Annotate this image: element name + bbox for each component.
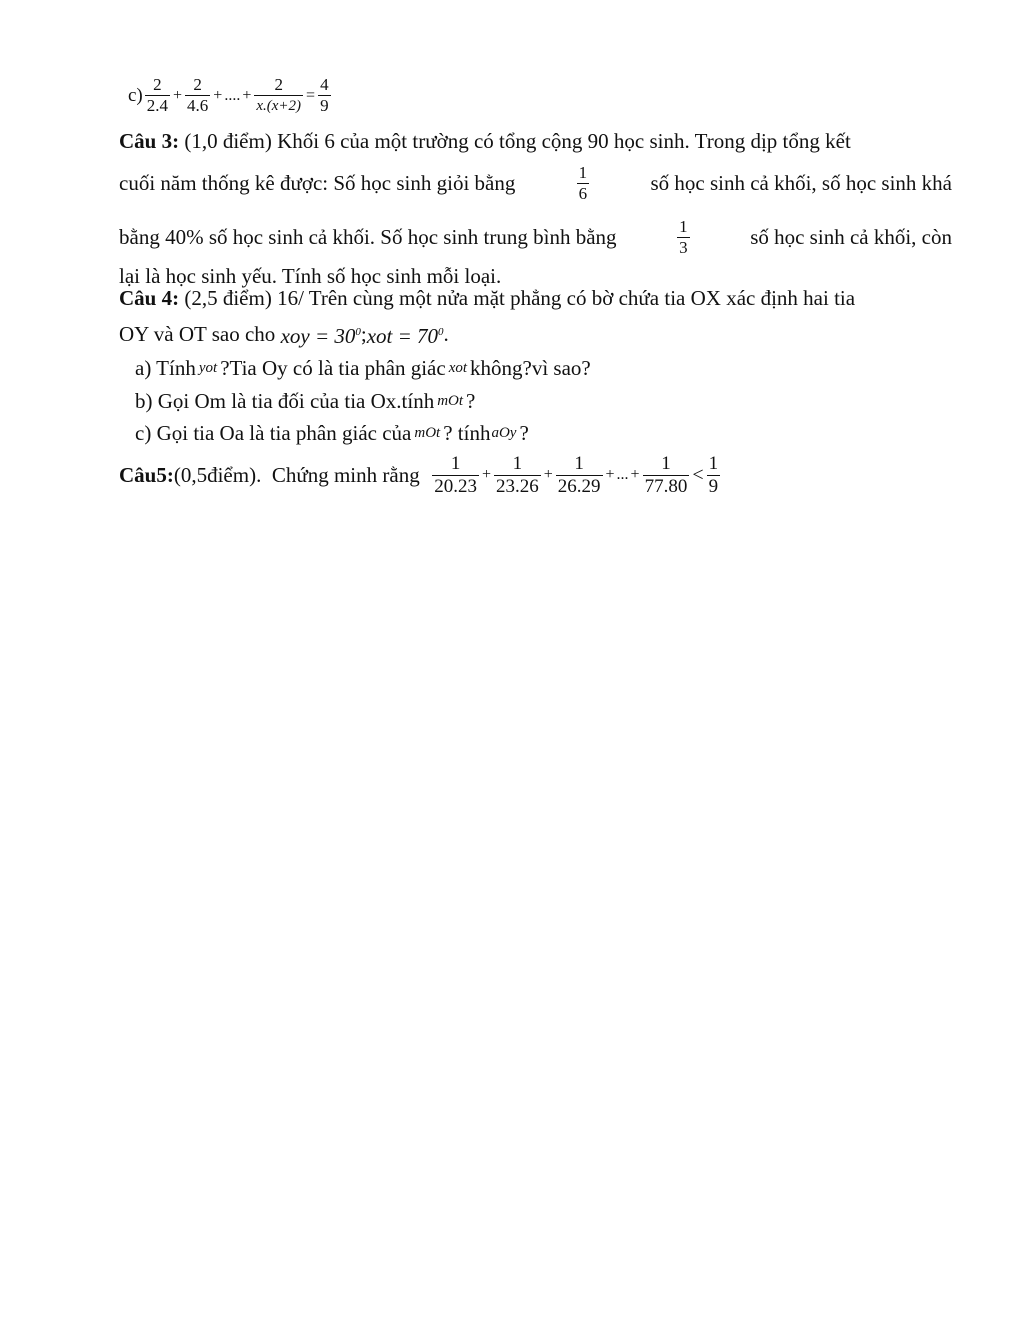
question-3 [119, 126, 952, 292]
plus-sign: + [242, 86, 252, 104]
math-xot: xot = $70^0$ [366, 324, 444, 348]
math-aoy: aOy [491, 425, 517, 441]
ellipsis: ... [616, 466, 629, 483]
q3-line-1: Câu 3: (1,0 điểm) Khối 6 của một trường có tổng cộng 90 học sinh. Trong dịp tổng kết [119, 129, 851, 153]
q3-line-3: bằng 40% số học sinh cả khối. Số học sinh trung bình bằng $\frac{1}{3}$ số học sinh cả khối, còn [119, 216, 952, 257]
plus-sign: + [213, 86, 223, 104]
part-c-label: c) [128, 84, 143, 106]
less-than-sign: < [692, 464, 704, 486]
q3-line-4: lại là học sinh yếu. Tính số học sinh mỗi loại. [119, 264, 502, 288]
fraction: $\frac{2}{4.6}$ [187, 75, 209, 115]
fraction: $\frac{2}{2.4}$ [146, 75, 169, 115]
fraction: $\frac{1}{77.80}$ [644, 452, 688, 497]
math-mot: mOt [437, 393, 464, 409]
q4-line-2: OY và OT sao cho xoy = $30^0$ ; xot = $70^0$ . [119, 315, 952, 353]
ellipsis: .... [224, 86, 241, 104]
fraction: $\frac{1}{9}$ [708, 452, 719, 497]
equals-sign: = [306, 86, 316, 104]
fraction: $\frac{1}{26.29}$ [557, 452, 601, 497]
plus-sign: + [605, 466, 615, 483]
q4-line-1: Câu 4: (2,5 điểm) 16/ Trên cùng một nửa mặt phẳng có bờ chứa tia OX xác định hai tia [119, 286, 856, 310]
math-mot: mOt [414, 425, 441, 441]
plus-sign: + [543, 466, 553, 483]
math-xot: xot [448, 360, 468, 376]
fraction: $\frac{1}{6}$ [578, 162, 588, 203]
q4-part-a: a) Tính yot ?Tia Oy có là tia phân giác xot không?vì sao? [135, 356, 591, 380]
question-5: Câu5: (0,5điểm). Chứng minh rằng $\frac{1}{20.23}$ + $\frac{1}{23.26}$ + $\frac{1}{26.29}$ + ... + $\frac{1}{77.80}$ < $\frac{1}{9}$ [119, 452, 719, 497]
fraction: $\frac{4}{9}$ [320, 75, 329, 115]
fraction: $\frac{2}{x.(x+2)}$ [256, 75, 302, 114]
fraction: $\frac{1}{20.23}$ [434, 452, 477, 497]
part-c-equation [128, 76, 333, 115]
plus-sign: + [630, 466, 640, 483]
plus-sign: + [173, 86, 183, 104]
question-4 [119, 283, 952, 353]
math-yot: yot [198, 360, 218, 376]
math-xoy: xoy = $30^0$ [280, 324, 361, 348]
fraction: $\frac{1}{23.26}$ [495, 452, 539, 497]
fraction: $\frac{1}{3}$ [679, 216, 688, 257]
q4-part-b: b) Gọi Om là tia đối của tia Ox.tính mOt ? [135, 389, 476, 413]
q4-part-c: c) Gọi tia Oa là tia phân giác của mOt ? tính aOy ? [135, 421, 529, 445]
plus-sign: + [481, 466, 491, 483]
q3-line-2: cuối năm thống kê được: Số học sinh giỏi bằng $\frac{1}{6}$ số học sinh cả khối, số học sinh khá [119, 162, 952, 203]
